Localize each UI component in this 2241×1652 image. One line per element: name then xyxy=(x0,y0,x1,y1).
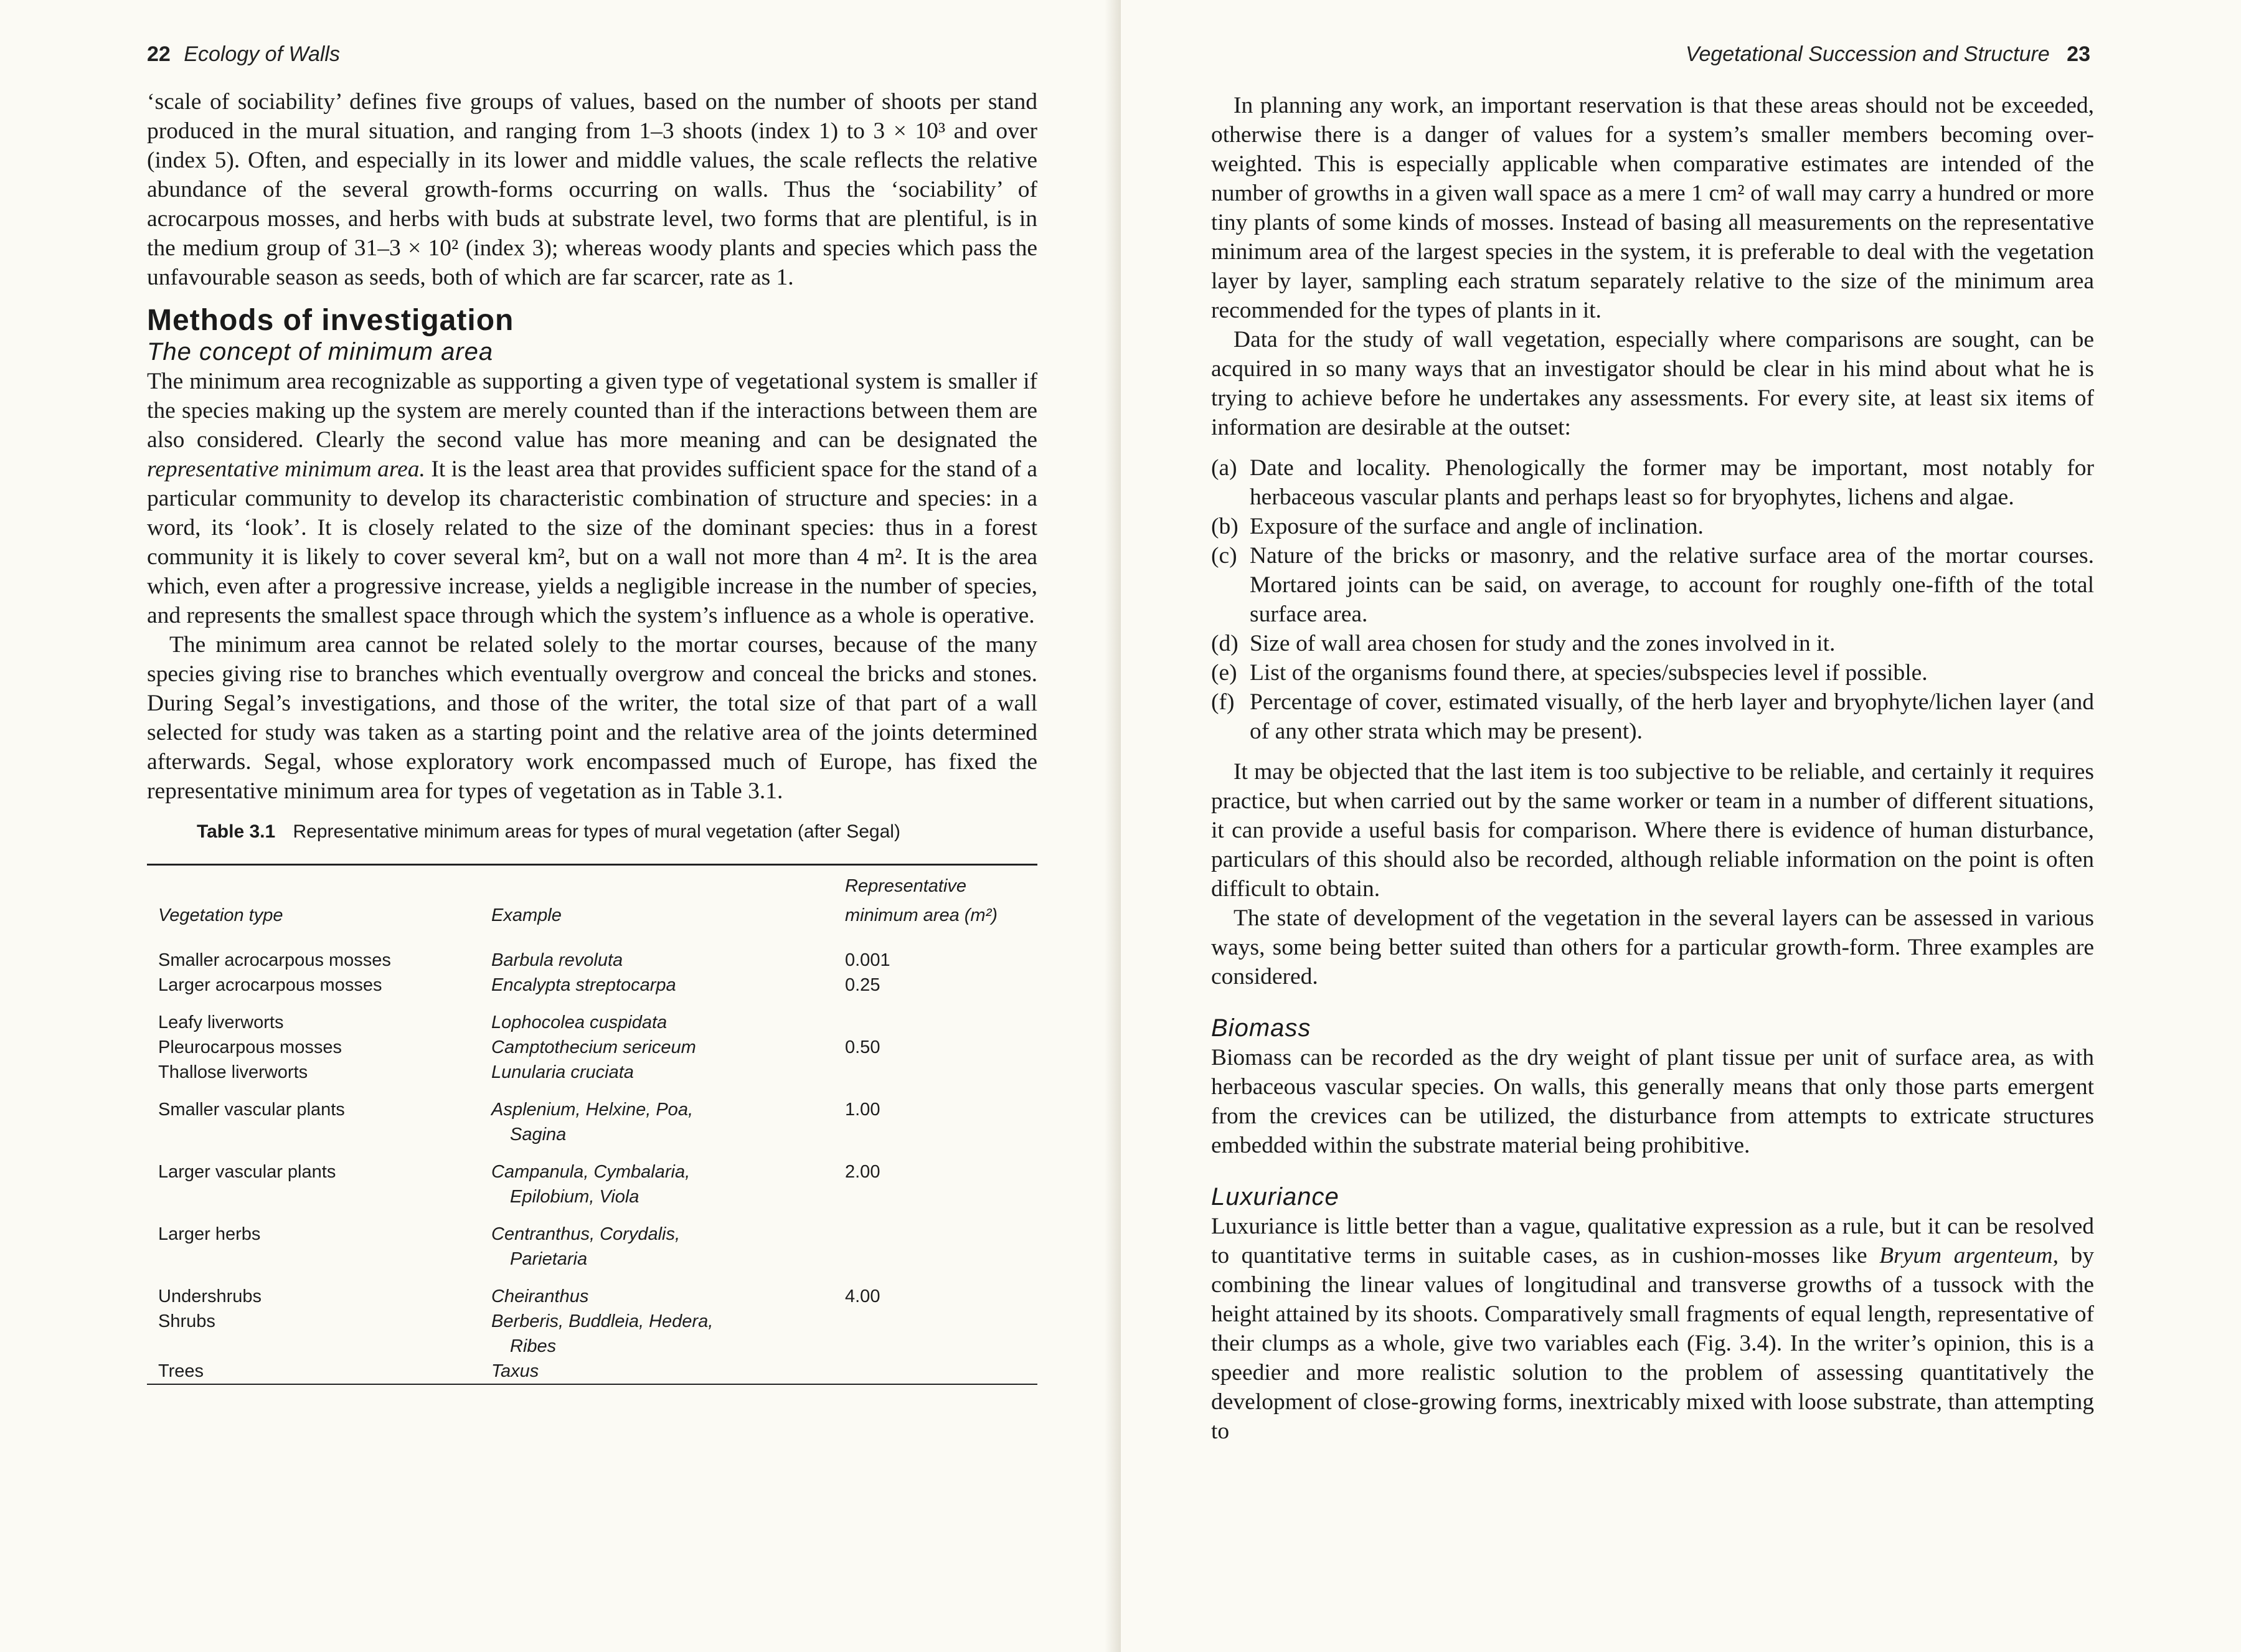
list-item xyxy=(1211,629,2094,658)
cell-example xyxy=(491,1272,834,1309)
table-body xyxy=(147,938,1044,1384)
list-item-text: Size of wall area chosen for study and the zones involved in it. xyxy=(1250,631,1836,656)
cell-minimum-area: 0.001 xyxy=(845,950,890,970)
cell-minimum-area xyxy=(834,1359,1044,1384)
text-run: The minimum area recognizable as supporting a given type of vegetational system is smaller if the species making up the system are merely counted than if the interactions between them are also considered. Clearly the second value has more meaning and can be designated the xyxy=(147,369,1037,453)
subheading-minimum-area: The concept of minimum area xyxy=(147,338,494,366)
cell-example xyxy=(491,1209,834,1272)
cell-example xyxy=(491,938,834,973)
cell-vegetation-type: Undershrubs xyxy=(158,1286,262,1306)
list-item xyxy=(1211,541,2094,629)
list-marker: (f) xyxy=(1211,689,1235,715)
text-run: It is the least area that provides sufficient space for the stand of a particular community to develop its characteristic combination of structure and species: in a word, its ‘look’. It is closely related to the size of the dominant species: thus in a forest community it is likely to cover several km², but on a wall not more than 4 m². It is the area which, even after a progressive increase, yields a negligible increase in the number of species, and represents the smallest space through which the system’s influence as a whole is operative. xyxy=(147,456,1038,628)
cell-vegetation-type: Leafy liverworts xyxy=(158,1012,284,1032)
page-number-right: 23 xyxy=(2067,42,2090,66)
example-line: Lunularia cruciata xyxy=(491,1062,634,1082)
cell-minimum-area: 1.00 xyxy=(845,1100,880,1120)
text-run: Luxuriance is little better than a vague, qualitative expression as a rule, but it can be resolved to quantitative terms in suitable cases, as in cushion-mosses like xyxy=(1211,1214,2094,1268)
cell-vegetation-type: Pleurocarpous mosses xyxy=(158,1037,342,1057)
running-title-right: Vegetational Succession and Structure xyxy=(1686,42,2050,66)
cell-minimum-area xyxy=(834,998,1044,1035)
list-marker: (e) xyxy=(1211,660,1237,686)
table-row xyxy=(147,938,1044,973)
cell-minimum-area: 2.00 xyxy=(845,1162,880,1182)
cell-example xyxy=(491,973,834,998)
cell-minimum-area: 0.50 xyxy=(845,1037,880,1057)
example-line-continued: Epilobium, Viola xyxy=(510,1187,639,1207)
italic-term: Bryum argenteum, xyxy=(1879,1243,2059,1268)
table-row xyxy=(147,973,1044,998)
left-running-header xyxy=(147,42,340,67)
table-row xyxy=(147,1209,1044,1272)
paragraph-minimum-area xyxy=(147,367,1037,630)
paragraph-luxuriance xyxy=(1211,1212,2094,1446)
italic-term: representative minimum area. xyxy=(147,456,425,482)
example-line: Cheiranthus xyxy=(491,1286,589,1306)
paragraph-sociability: ‘scale of sociability’ defines five groups of values, based on the number of shoots per stand produced in the mural situation, and ranging from 1–3 shoots (index 1) to 3 × 10³ and over (index 5). Often, and especially in its lower and middle values, the scale reflects the relative abundance of the several growth-forms occurring on walls. Thus the ‘sociability’ of acrocarpous mosses, and herbs with buds at substrate level, two forms that are plentiful, is in the medium group of 31–3 × 10² (index 3); whereas woody plants and species which pass the unfavourable season as seeds, both of which are far scarcer, rate as 1. xyxy=(147,89,1037,290)
table-label: Table 3.1 xyxy=(197,821,276,842)
cell-example xyxy=(491,1359,834,1384)
cell-minimum-area xyxy=(834,1060,1044,1085)
right-running-header xyxy=(1686,42,2090,67)
cell-vegetation-type: Larger acrocarpous mosses xyxy=(158,975,382,995)
cell-minimum-area: 0.25 xyxy=(845,975,880,995)
cell-vegetation-type: Smaller vascular plants xyxy=(158,1100,345,1120)
cell-vegetation-type: Larger vascular plants xyxy=(158,1162,336,1182)
list-marker: (a) xyxy=(1211,455,1237,481)
cell-vegetation-type: Thallose liverworts xyxy=(158,1062,308,1082)
running-title-left: Ecology of Walls xyxy=(184,42,340,66)
example-line: Camptothecium sericeum xyxy=(491,1037,696,1057)
cell-vegetation-type: Shrubs xyxy=(158,1311,215,1331)
right-column xyxy=(1211,91,2094,1446)
example-line: Encalypta streptocarpa xyxy=(491,975,676,995)
table-caption xyxy=(197,817,1037,846)
list-marker: (d) xyxy=(1211,631,1238,656)
cell-minimum-area xyxy=(834,1309,1044,1359)
cell-vegetation-type: Smaller acrocarpous mosses xyxy=(158,950,391,970)
list-item-text: Percentage of cover, estimated visually, of the herb layer and bryophyte/lichen layer (and of any other strata which may be present). xyxy=(1250,689,2094,744)
cell-example xyxy=(491,1085,834,1147)
list-item-text: Nature of the bricks or masonry, and the relative surface area of the mortar courses. Mortared joints can be said, on average, to account for roughly one-fifth of the total surface area. xyxy=(1250,543,2094,627)
table-row xyxy=(147,1085,1044,1147)
col-header-area xyxy=(834,866,1044,938)
list-marker: (c) xyxy=(1211,543,1237,569)
page-number-left: 22 xyxy=(147,42,171,66)
cell-example xyxy=(491,1309,834,1359)
table-header-row xyxy=(147,866,1044,938)
paragraph-planning: In planning any work, an important reservation is that these areas should not be exceeded, otherwise there is a danger of values for a system’s smaller members becoming over-weighted. This is especially applicable when comparative estimates are intended of the number of growths in a given wall space as a mere 1 cm² of wall may carry a hundred or more tiny plants of some kinds of mosses. Instead of basing all measurements on the representative minimum area of the largest species in the system, it is preferable to deal with the vegetation layer by layer, sampling each stratum separately relative to the size of the minimum area recommended for the types of plants in it. xyxy=(1211,93,2094,323)
cell-vegetation-type: Larger herbs xyxy=(158,1224,261,1244)
cell-example xyxy=(491,1147,834,1209)
col-header-area-line2: minimum area (m²) xyxy=(845,905,998,925)
list-item-text: Date and locality. Phenologically the former may be important, most notably for herbaceous vascular plants and perhaps least so for bryophytes, lichens and algae. xyxy=(1250,455,2094,510)
left-column xyxy=(147,87,1037,1385)
table-row xyxy=(147,1309,1044,1359)
table-row xyxy=(147,998,1044,1035)
table-3-1 xyxy=(147,817,1037,1385)
table-bottom-rule xyxy=(147,1384,1037,1385)
example-line: Centranthus, Corydalis, xyxy=(491,1224,681,1244)
example-line: Campanula, Cymbalaria, xyxy=(491,1162,691,1182)
example-line: Berberis, Buddleia, Hedera, xyxy=(491,1311,714,1331)
list-item xyxy=(1211,658,2094,687)
information-list xyxy=(1211,453,2094,746)
example-line: Lophocolea cuspidata xyxy=(491,1012,668,1032)
example-line-continued: Sagina xyxy=(510,1125,567,1145)
cell-example xyxy=(491,1060,834,1085)
list-item xyxy=(1211,453,2094,512)
table-row xyxy=(147,1272,1044,1309)
subheading-biomass: Biomass xyxy=(1211,1014,1311,1042)
cell-example xyxy=(491,1035,834,1060)
minimum-area-table xyxy=(147,866,1044,1384)
table-row xyxy=(147,1147,1044,1209)
paragraph-state: The state of development of the vegetation in the several layers can be assessed in various ways, some being better suited than others for a particular growth-form. Three examples are considered. xyxy=(1211,905,2094,989)
list-item xyxy=(1211,687,2094,746)
paragraph-data: Data for the study of wall vegetation, especially where comparisons are sought, can be acquired in so many ways that an investigator should be clear in his mind about what he is trying to achieve before he undertakes any assessments. For every site, at least six items of information are desirable at the outset: xyxy=(1211,327,2094,440)
example-line: Taxus xyxy=(491,1361,539,1381)
col-header-area-line1: Representative xyxy=(845,876,967,896)
table-row xyxy=(147,1359,1044,1384)
section-heading: Methods of investigation xyxy=(147,304,514,337)
example-line: Asplenium, Helxine, Poa, xyxy=(491,1100,693,1120)
list-item-text: Exposure of the surface and angle of inclination. xyxy=(1250,514,1704,539)
table-row xyxy=(147,1060,1044,1085)
paragraph-objected: It may be objected that the last item is too subjective to be reliable, and certainly it requires practice, but when carried out by the same worker or team in a number of different situations, it can provide a useful basis for comparison. Where there is evidence of human disturbance, particulars of this should also be recorded, although reliable information on the point is often difficult to obtain. xyxy=(1211,759,2094,902)
paragraph-biomass: Biomass can be recorded as the dry weight of plant tissue per unit of surface area, as with herbaceous vascular species. On walls, this generally means that only those parts emergent from the crevices can be utilized, the disturbance from attempts to extricate structures embedded within the substrate material being prohibitive. xyxy=(1211,1045,2094,1158)
list-marker: (b) xyxy=(1211,514,1238,539)
cell-minimum-area: 4.00 xyxy=(845,1286,880,1306)
col-header-example: Example xyxy=(491,905,562,925)
cell-minimum-area xyxy=(834,1209,1044,1272)
text-run: by combining the linear values of longitudinal and transverse growths of a tussock with the height attained by its shoots. Comparatively small fragments of equal length, representative of their clumps as a whole, give two variables each (Fig. 3.4). In the writer’s opinion, this is a speedier and more realistic solution to the problem of assessing quantitatively the development of close-growing forms, inextricably mixed with loose substrate, than attempting to xyxy=(1211,1243,2095,1444)
cell-example xyxy=(491,998,834,1035)
list-item-text: List of the organisms found there, at species/subspecies level if possible. xyxy=(1250,660,1928,686)
subheading-luxuriance: Luxuriance xyxy=(1211,1183,1339,1211)
example-line-continued: Ribes xyxy=(510,1336,557,1356)
table-caption-text: Representative minimum areas for types of mural vegetation (after Segal) xyxy=(293,821,900,842)
paragraph-mortar: The minimum area cannot be related solely to the mortar courses, because of the many species giving rise to branches which eventually overgrow and conceal the bricks and stones. During Segal’s investigations, and those of the writer, the total size of that part of a wall selected for study was taken as a starting point and the relative area of the joints determined afterwards. Segal, whose exploratory work encompassed much of Europe, has fixed the representative minimum area for types of vegetation as in Table 3.1. xyxy=(147,632,1037,804)
example-line-continued: Parietaria xyxy=(510,1249,588,1269)
table-row xyxy=(147,1035,1044,1060)
example-line: Barbula revoluta xyxy=(491,950,623,970)
cell-vegetation-type: Trees xyxy=(158,1361,204,1381)
col-header-vegetation: Vegetation type xyxy=(158,905,283,925)
list-item xyxy=(1211,512,2094,541)
